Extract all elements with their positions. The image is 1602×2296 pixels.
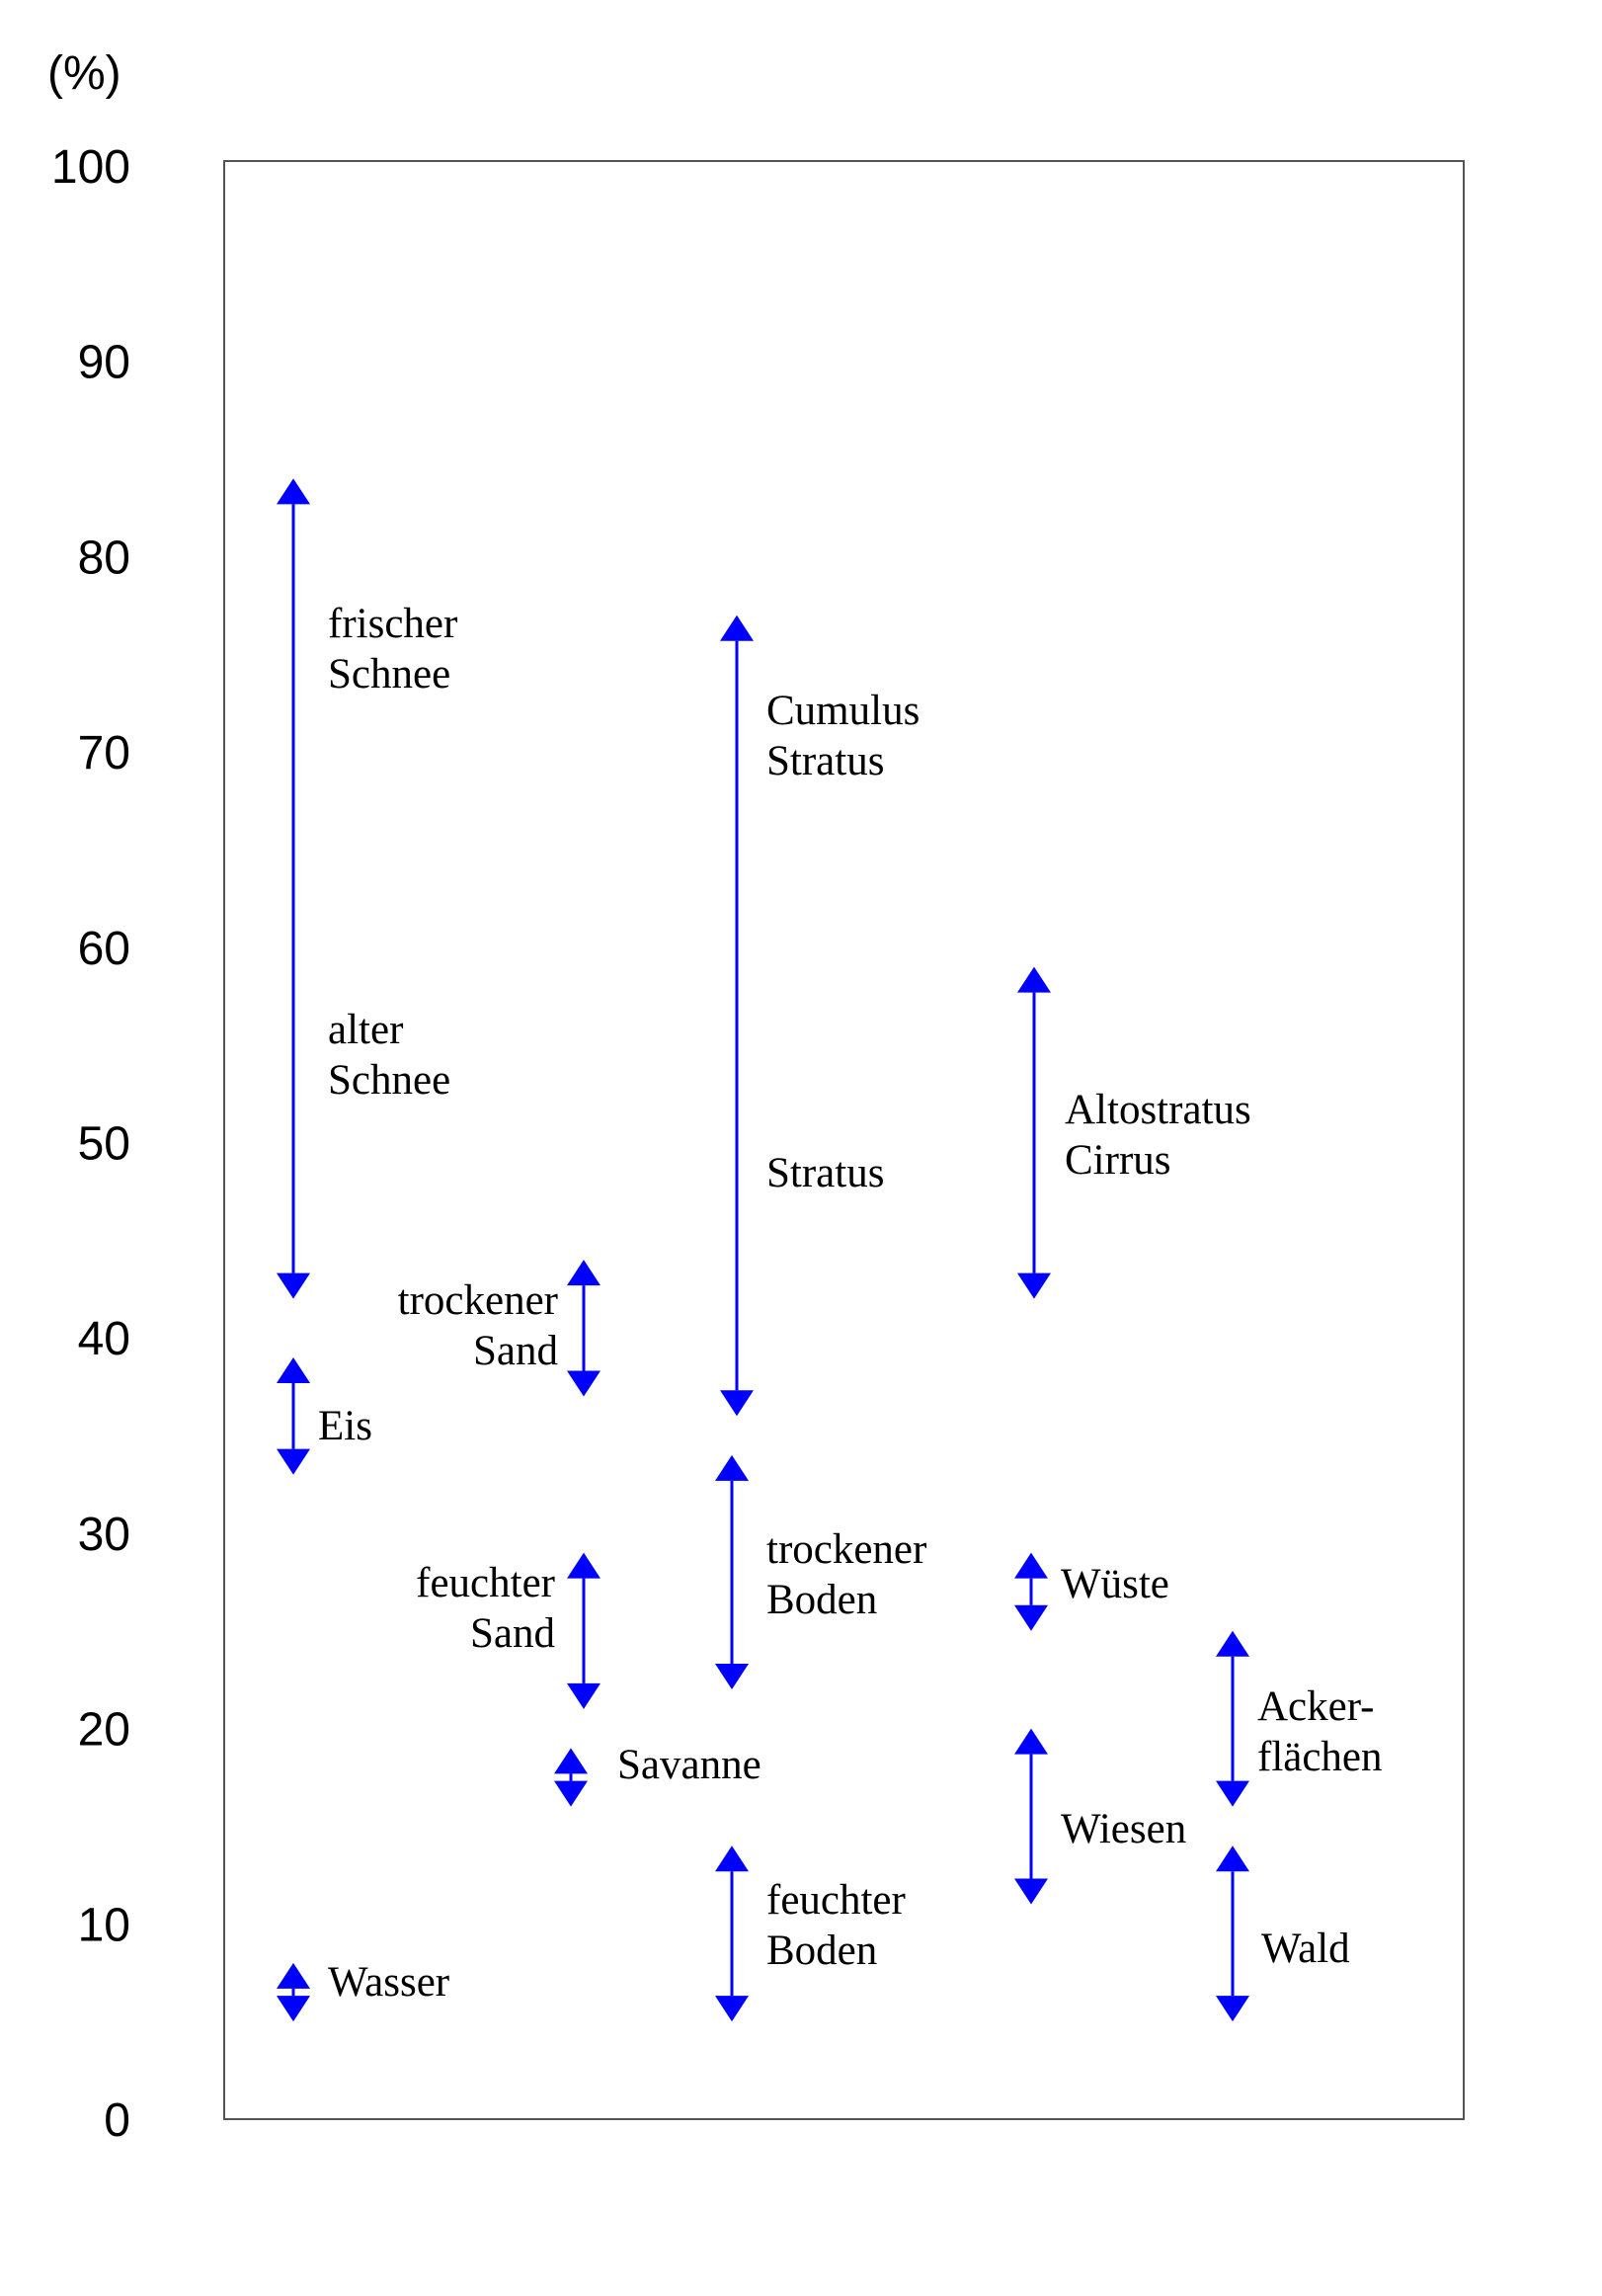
- y-tick-0: 0: [104, 2094, 130, 2147]
- arrow-head-up: [567, 1260, 601, 1285]
- range-label: trockener: [766, 1526, 927, 1573]
- arrow-head-up: [715, 1455, 749, 1481]
- range-13: [1216, 1845, 1350, 2021]
- y-tick-80: 80: [77, 532, 130, 585]
- arrow-head-up: [277, 1963, 310, 1989]
- range-label: Stratus: [766, 738, 885, 784]
- range-9: [1017, 967, 1251, 1299]
- range-label: trockener: [397, 1277, 558, 1324]
- range-label: Wald: [1261, 1926, 1350, 1972]
- range-arrows: [277, 478, 1383, 2021]
- range-label: Cumulus: [766, 688, 921, 734]
- y-tick-40: 40: [77, 1313, 130, 1366]
- range-label: flächen: [1257, 1734, 1383, 1780]
- arrow-head-down: [715, 1996, 749, 2021]
- range-0: [277, 478, 457, 1298]
- range-3: [398, 1260, 601, 1396]
- range-label: Cirrus: [1065, 1137, 1171, 1184]
- y-tick-60: 60: [77, 922, 130, 975]
- range-label: alter: [328, 1007, 404, 1053]
- arrow-head-down: [1014, 1879, 1048, 1905]
- range-2: [277, 1959, 449, 2021]
- arrow-head-up: [1014, 1553, 1048, 1579]
- plot-frame: [224, 161, 1464, 2119]
- y-tick-10: 10: [77, 1899, 130, 1952]
- range-label: Eis: [318, 1403, 372, 1449]
- arrow-head-up: [554, 1748, 588, 1773]
- arrow-head-up: [1216, 1845, 1249, 1871]
- range-label: Wüste: [1061, 1561, 1169, 1607]
- y-tick-30: 30: [77, 1508, 130, 1561]
- arrow-head-up: [1017, 967, 1051, 993]
- range-1: [277, 1357, 372, 1475]
- range-label: Wiesen: [1061, 1806, 1187, 1852]
- arrow-head-up: [277, 478, 310, 504]
- range-12: [1216, 1631, 1383, 1807]
- arrow-head-down: [720, 1390, 754, 1416]
- range-11: [1014, 1729, 1186, 1905]
- range-8: [715, 1845, 906, 2021]
- y-tick-70: 70: [77, 727, 130, 780]
- range-label: Savanne: [617, 1742, 761, 1788]
- y-tick-90: 90: [77, 336, 130, 389]
- y-tick-50: 50: [77, 1117, 130, 1171]
- arrow-head-up: [1216, 1631, 1249, 1657]
- range-label: Sand: [473, 1328, 558, 1374]
- range-label: feuchter: [416, 1560, 555, 1606]
- y-tick-labels: [51, 141, 130, 2147]
- range-6: [720, 615, 920, 1417]
- arrow-head-down: [567, 1371, 601, 1397]
- range-label: Boden: [766, 1577, 878, 1623]
- range-label: Altostratus: [1065, 1087, 1251, 1133]
- y-tick-20: 20: [77, 1703, 130, 1757]
- range-label: Boden: [766, 1927, 878, 1974]
- arrow-head-down: [277, 1449, 310, 1475]
- range-4: [416, 1553, 601, 1709]
- range-label: Schnee: [328, 1057, 451, 1104]
- range-label: Wasser: [328, 1959, 450, 2006]
- y-tick-100: 100: [50, 141, 130, 194]
- arrow-head-down: [1216, 1781, 1249, 1807]
- arrow-head-up: [720, 615, 754, 641]
- arrow-head-down: [715, 1664, 749, 1689]
- arrow-head-up: [715, 1845, 749, 1871]
- range-label: frischer: [328, 601, 458, 647]
- range-5: [554, 1742, 761, 1807]
- arrow-head-up: [567, 1553, 601, 1579]
- range-7: [715, 1455, 926, 1689]
- arrow-head-up: [1014, 1729, 1048, 1755]
- arrow-head-down: [1014, 1605, 1048, 1631]
- range-label: Sand: [470, 1610, 555, 1657]
- arrow-head-up: [277, 1357, 310, 1383]
- arrow-head-down: [554, 1781, 588, 1807]
- range-label: Schnee: [328, 651, 451, 697]
- range-label: Stratus: [766, 1150, 885, 1196]
- range-label: feuchter: [766, 1877, 906, 1924]
- arrow-head-down: [277, 1996, 310, 2021]
- arrow-head-down: [567, 1683, 601, 1709]
- arrow-head-down: [277, 1273, 310, 1299]
- range-label: Acker-: [1257, 1683, 1375, 1730]
- y-axis-label: (%): [47, 47, 121, 100]
- arrow-head-down: [1216, 1996, 1249, 2021]
- arrow-head-down: [1017, 1273, 1051, 1299]
- range-10: [1014, 1553, 1169, 1631]
